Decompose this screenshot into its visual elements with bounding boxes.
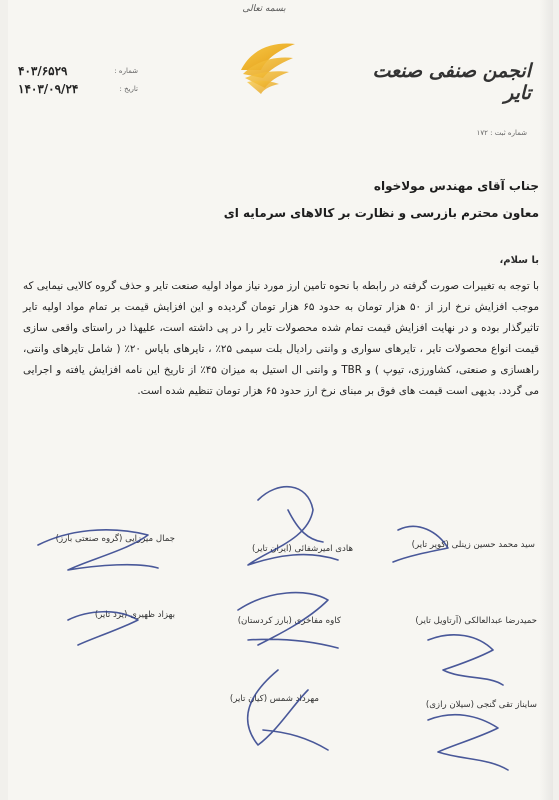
- number-label: شماره :: [114, 67, 138, 75]
- signatory-name: هادی امیرشفائی (ایران تایر): [251, 544, 353, 554]
- signature-mark: [238, 593, 338, 648]
- signature-mark: [248, 670, 328, 750]
- signature-mark: [68, 612, 138, 645]
- signatory-name: سایناز تقی گنجی (سیلان رازی): [425, 700, 537, 710]
- signatory-name: جمال میرزایی (گروه صنعتی بارز): [55, 534, 175, 544]
- letter-date: ۱۴۰۳/۰۹/۲۴: [18, 82, 79, 96]
- letter-body: با توجه به تغییرات صورت گرفته در رابطه با نحوه تامین ارز مورد نیاز مواد اولیه صنعت تایر و حذف گروه کالایی نیمایی که موجب افزایش نرخ ارز از ۵۰ هزار تومان به حدود ۶۵ هزار تومان گردیده و این افزایش قیمت بر تمام مواد اولیه تایر تاثیرگذار بوده و در نهایت افزایش قیمت تمام شده محصولات تایر را در پی داشته است، علیهذا در راستای واقعی سازی قیمت انواع محصولات تایر ، تایرهای سواری و وانتی رادیال بلت سیمی ۲۵٪ ، تایرهای بایاس ۲۰٪ ( شامل تایرهای وانتی، راهسازی و صنعتی، کشاورزی، تیوپ ) و TBR و وانتی ال استیل به میزان ۴۵٪ از تاریخ این نامه افزایش یافته و اجرایی می گردد. بدیهی است قیمت های فوق بر مبنای نرخ ارز حدود ۶۵ هزار تومان تنظیم شده است.: [23, 280, 540, 397]
- organization-name: انجمن صنفی صنعت تایر: [372, 60, 531, 104]
- signature-mark: [428, 715, 508, 770]
- letter-number: ۴۰۳/۶۵۲۹: [18, 64, 68, 78]
- bismillah: بسمه تعالی: [242, 4, 286, 14]
- addressee-name: جناب آقای مهندس مولاخواه: [373, 179, 539, 193]
- letter-number-block: [18, 64, 138, 96]
- signatory-name: بهزاد ظهیری (یزد تایر): [94, 610, 175, 620]
- signature-mark: [393, 526, 448, 562]
- signatory-name: کاوه مفاخری (بارز کردستان): [237, 616, 341, 626]
- signatory-name: مهرداد شمس (کیان تایر): [229, 694, 319, 704]
- date-label: تاریخ :: [119, 85, 138, 93]
- signatory-name: حمیدرضا عبدالعالکی (آرتاویل تایر): [415, 616, 537, 626]
- addressee-title: معاون محترم بازرسی و نظارت بر کالاهای سرمایه ای: [223, 206, 539, 220]
- letter-page: [8, 0, 553, 800]
- signature-mark: [38, 530, 158, 570]
- greeting: با سلام،: [499, 255, 539, 266]
- signatory-name: سید محمد حسین زینلی (کویر تایر): [411, 540, 535, 550]
- signature-mark: [248, 487, 338, 565]
- wing-logo-icon: [233, 40, 299, 96]
- signatures-overlay: [8, 470, 553, 800]
- registration-number: شماره ثبت : ۱۷۲: [476, 129, 527, 137]
- signature-mark: [428, 635, 503, 685]
